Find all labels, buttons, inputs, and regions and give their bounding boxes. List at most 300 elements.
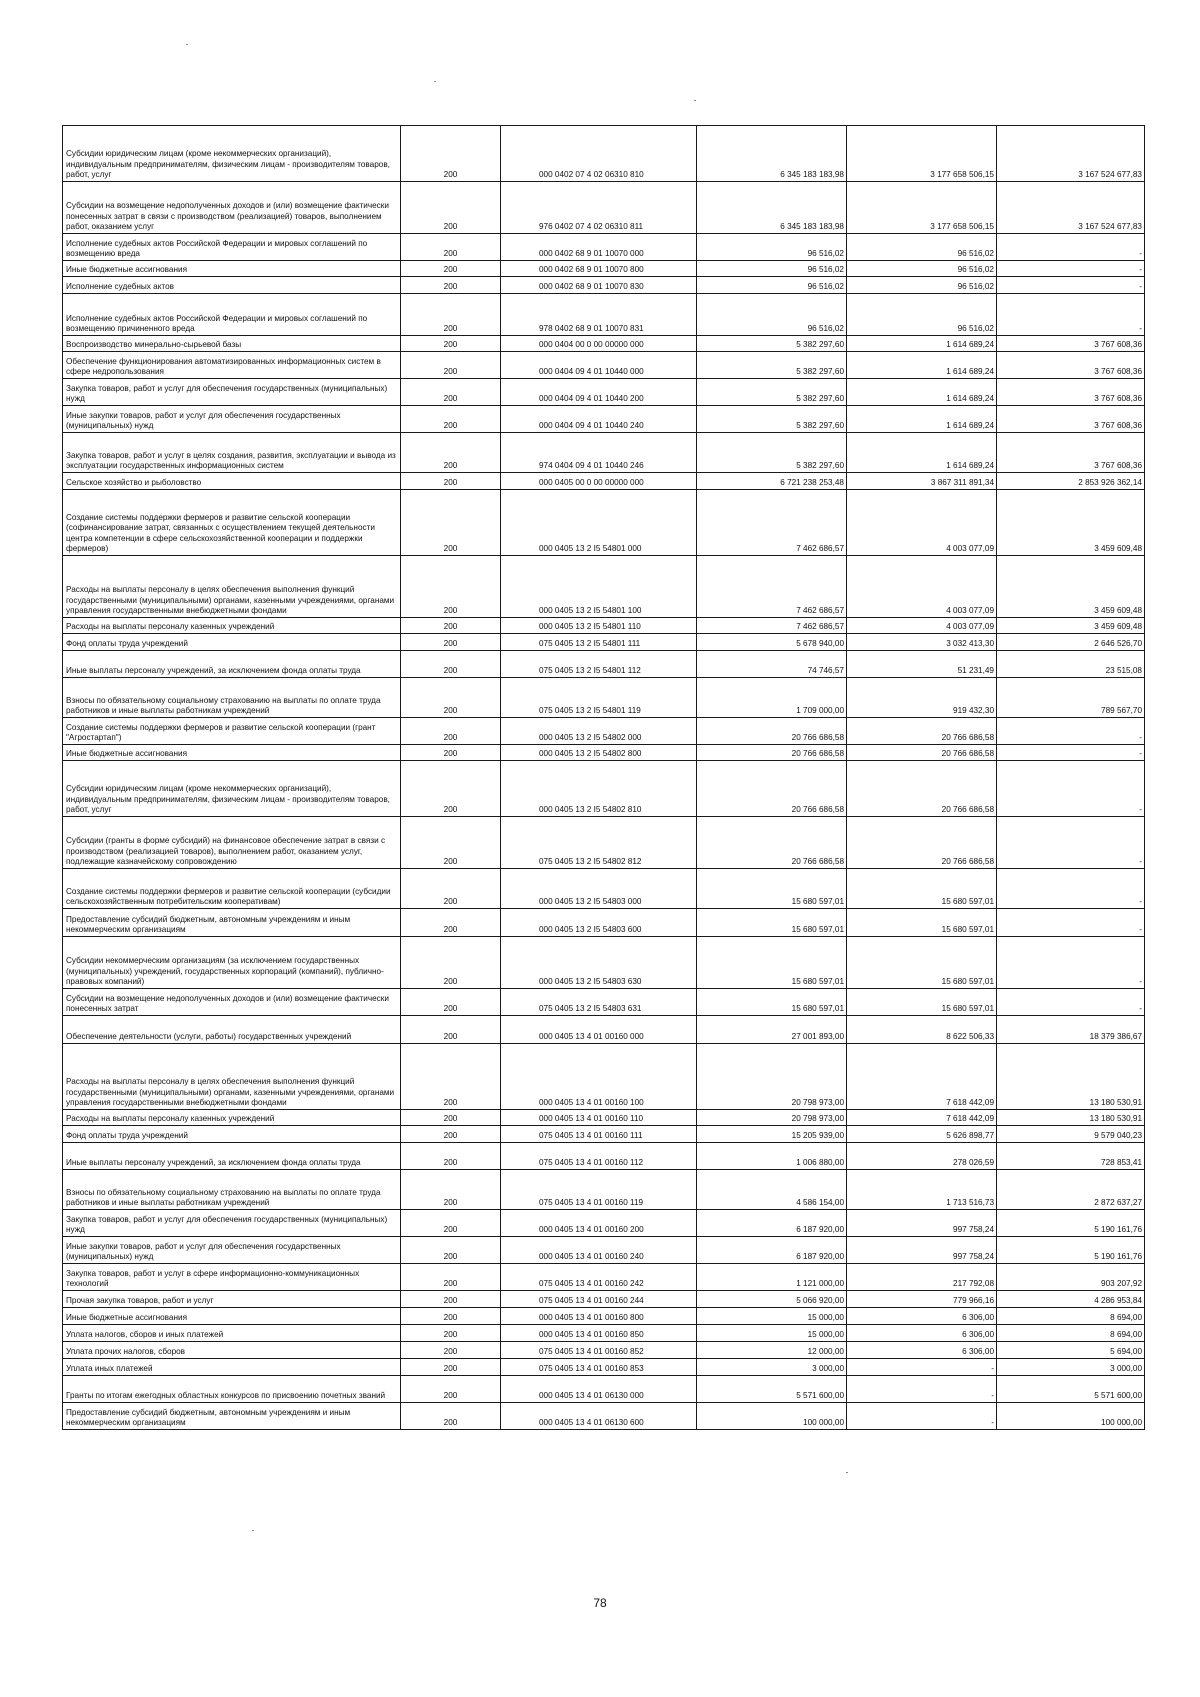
row-kbk: 075 0405 13 4 01 00160 242 bbox=[501, 1264, 697, 1291]
row-unexecuted-value: - bbox=[997, 234, 1145, 261]
row-executed-value: 15 680 597,01 bbox=[847, 869, 997, 909]
row-name: Взносы по обязательному социальному страхованию на выплаты по оплате труда работников и иные выплаты работникам учреждений bbox=[63, 678, 401, 718]
row-kbk: 000 0402 68 9 01 10070 000 bbox=[501, 234, 697, 261]
row-code: 200 bbox=[401, 1376, 501, 1403]
table-row bbox=[63, 1403, 1145, 1430]
row-unexecuted-value: 9 579 040,23 bbox=[997, 1126, 1145, 1143]
row-name: Расходы на выплаты персоналу казенных учреждений bbox=[63, 1110, 401, 1126]
row-executed-value: 278 026,59 bbox=[847, 1143, 997, 1170]
row-unexecuted-value: 3 767 608,36 bbox=[997, 433, 1145, 473]
row-name: Иные выплаты персоналу учреждений, за исключением фонда оплаты труда bbox=[63, 1143, 401, 1170]
row-approved-value: 5 382 297,60 bbox=[697, 433, 847, 473]
row-name: Исполнение судебных актов Российской Федерации и мировых соглашений по возмещению вреда bbox=[63, 234, 401, 261]
row-kbk: 000 0402 07 4 02 06310 810 bbox=[501, 126, 697, 182]
row-approved-value: 5 571 600,00 bbox=[697, 1376, 847, 1403]
row-code: 200 bbox=[401, 294, 501, 336]
row-approved-value: 7 462 686,57 bbox=[697, 490, 847, 556]
row-unexecuted-value: - bbox=[997, 817, 1145, 869]
row-executed-value: 96 516,02 bbox=[847, 234, 997, 261]
row-name: Фонд оплаты труда учреждений bbox=[63, 634, 401, 651]
row-code: 200 bbox=[401, 1110, 501, 1126]
row-executed-value: 7 618 442,09 bbox=[847, 1110, 997, 1126]
row-kbk: 000 0405 13 4 01 06130 600 bbox=[501, 1403, 697, 1430]
row-approved-value: 6 187 920,00 bbox=[697, 1237, 847, 1264]
row-approved-value: 5 066 920,00 bbox=[697, 1291, 847, 1308]
row-code: 200 bbox=[401, 261, 501, 277]
table-row bbox=[63, 869, 1145, 909]
row-code: 200 bbox=[401, 761, 501, 817]
scan-speck bbox=[694, 100, 696, 101]
row-approved-value: 20 798 973,00 bbox=[697, 1044, 847, 1110]
row-code: 200 bbox=[401, 1308, 501, 1325]
row-approved-value: 74 746,57 bbox=[697, 651, 847, 678]
row-unexecuted-value: 8 694,00 bbox=[997, 1325, 1145, 1342]
row-code: 200 bbox=[401, 651, 501, 678]
scan-speck bbox=[434, 81, 436, 82]
row-unexecuted-value: - bbox=[997, 261, 1145, 277]
table-row bbox=[63, 1291, 1145, 1308]
row-code: 200 bbox=[401, 379, 501, 406]
row-name: Предоставление субсидий бюджетным, автономным учреждениям и иным некоммерческим организациям bbox=[63, 909, 401, 937]
row-executed-value: 96 516,02 bbox=[847, 261, 997, 277]
row-approved-value: 20 766 686,58 bbox=[697, 718, 847, 745]
row-code: 200 bbox=[401, 1170, 501, 1210]
row-unexecuted-value: 2 853 926 362,14 bbox=[997, 473, 1145, 490]
row-unexecuted-value: 3 767 608,36 bbox=[997, 379, 1145, 406]
row-unexecuted-value: 8 694,00 bbox=[997, 1308, 1145, 1325]
row-executed-value: 20 766 686,58 bbox=[847, 718, 997, 745]
row-kbk: 000 0405 13 4 01 00160 000 bbox=[501, 1016, 697, 1044]
row-kbk: 075 0405 13 2 I5 54802 812 bbox=[501, 817, 697, 869]
table-row bbox=[63, 1110, 1145, 1126]
row-approved-value: 1 006 880,00 bbox=[697, 1143, 847, 1170]
row-executed-value: 7 618 442,09 bbox=[847, 1044, 997, 1110]
row-name: Предоставление субсидий бюджетным, автономным учреждениям и иным некоммерческим организациям bbox=[63, 1403, 401, 1430]
row-kbk: 000 0404 09 4 01 10440 240 bbox=[501, 406, 697, 433]
budget-execution-table bbox=[62, 125, 1145, 1430]
row-executed-value: 1 614 689,24 bbox=[847, 406, 997, 433]
row-unexecuted-value: 3 000,00 bbox=[997, 1359, 1145, 1376]
row-name: Создание системы поддержки фермеров и развитие сельской кооперации (софинансирование затрат, связанных с осуществлением текущей деятельности центра компетенции в сфере сельскохозяйственной кооперации и поддержки фермеров) bbox=[63, 490, 401, 556]
row-executed-value: - bbox=[847, 1403, 997, 1430]
table-row bbox=[63, 352, 1145, 379]
row-executed-value: 4 003 077,09 bbox=[847, 618, 997, 634]
row-unexecuted-value: - bbox=[997, 869, 1145, 909]
row-kbk: 000 0405 00 0 00 00000 000 bbox=[501, 473, 697, 490]
row-name: Субсидии юридическим лицам (кроме некоммерческих организаций), индивидуальным предпринимателям, физическим лицам - производителям товаров, работ, услуг bbox=[63, 126, 401, 182]
row-unexecuted-value: 3 767 608,36 bbox=[997, 406, 1145, 433]
row-approved-value: 7 462 686,57 bbox=[697, 618, 847, 634]
row-name: Расходы на выплаты персоналу казенных учреждений bbox=[63, 618, 401, 634]
table-row bbox=[63, 294, 1145, 336]
row-code: 200 bbox=[401, 556, 501, 618]
row-name: Исполнение судебных актов bbox=[63, 277, 401, 294]
row-code: 200 bbox=[401, 1325, 501, 1342]
row-unexecuted-value: - bbox=[997, 745, 1145, 761]
row-code: 200 bbox=[401, 678, 501, 718]
row-unexecuted-value: 903 207,92 bbox=[997, 1264, 1145, 1291]
row-executed-value: 217 792,08 bbox=[847, 1264, 997, 1291]
row-code: 200 bbox=[401, 406, 501, 433]
row-approved-value: 4 586 154,00 bbox=[697, 1170, 847, 1210]
row-kbk: 075 0405 13 4 01 00160 119 bbox=[501, 1170, 697, 1210]
budget-table-sheet bbox=[62, 125, 1144, 1430]
row-kbk: 000 0405 13 2 I5 54801 000 bbox=[501, 490, 697, 556]
row-code: 200 bbox=[401, 352, 501, 379]
table-row bbox=[63, 1376, 1145, 1403]
row-unexecuted-value: 4 286 953,84 bbox=[997, 1291, 1145, 1308]
scan-speck bbox=[252, 1530, 254, 1531]
row-code: 200 bbox=[401, 234, 501, 261]
table-row bbox=[63, 1170, 1145, 1210]
row-kbk: 000 0405 13 2 I5 54802 800 bbox=[501, 745, 697, 761]
row-executed-value: - bbox=[847, 1376, 997, 1403]
row-approved-value: 15 000,00 bbox=[697, 1325, 847, 1342]
row-name: Прочая закупка товаров, работ и услуг bbox=[63, 1291, 401, 1308]
row-kbk: 000 0405 13 4 01 00160 850 bbox=[501, 1325, 697, 1342]
row-code: 200 bbox=[401, 989, 501, 1016]
row-executed-value: 4 003 077,09 bbox=[847, 556, 997, 618]
table-row bbox=[63, 1126, 1145, 1143]
row-unexecuted-value: - bbox=[997, 294, 1145, 336]
row-executed-value: 15 680 597,01 bbox=[847, 989, 997, 1016]
row-kbk: 000 0404 09 4 01 10440 000 bbox=[501, 352, 697, 379]
table-row bbox=[63, 277, 1145, 294]
row-unexecuted-value: 23 515,08 bbox=[997, 651, 1145, 678]
row-kbk: 000 0405 13 2 I5 54801 110 bbox=[501, 618, 697, 634]
row-executed-value: 4 003 077,09 bbox=[847, 490, 997, 556]
row-approved-value: 5 382 297,60 bbox=[697, 406, 847, 433]
row-name: Гранты по итогам ежегодных областных конкурсов по присвоению почетных званий bbox=[63, 1376, 401, 1403]
row-approved-value: 20 766 686,58 bbox=[697, 745, 847, 761]
row-unexecuted-value: - bbox=[997, 718, 1145, 745]
table-row bbox=[63, 126, 1145, 182]
row-code: 200 bbox=[401, 1044, 501, 1110]
row-executed-value: 997 758,24 bbox=[847, 1210, 997, 1237]
row-kbk: 075 0405 13 2 I5 54801 111 bbox=[501, 634, 697, 651]
row-name: Субсидии юридическим лицам (кроме некоммерческих организаций), индивидуальным предпринимателям, физическим лицам - производителям товаров, работ, услуг bbox=[63, 761, 401, 817]
row-unexecuted-value: 3 167 524 677,83 bbox=[997, 182, 1145, 234]
row-kbk: 075 0405 13 4 01 00160 852 bbox=[501, 1342, 697, 1359]
row-unexecuted-value: 3 767 608,36 bbox=[997, 352, 1145, 379]
row-name: Уплата налогов, сборов и иных платежей bbox=[63, 1325, 401, 1342]
row-executed-value: 6 306,00 bbox=[847, 1325, 997, 1342]
row-name: Субсидии некоммерческим организациям (за исключением государственных (муниципальных) учреждений, государственных корпораций (компаний), публично-правовых компаний) bbox=[63, 937, 401, 989]
row-name: Закупка товаров, работ и услуг для обеспечения государственных (муниципальных) нужд bbox=[63, 1210, 401, 1237]
row-kbk: 974 0404 09 4 01 10440 246 bbox=[501, 433, 697, 473]
row-unexecuted-value: 3 767 608,36 bbox=[997, 336, 1145, 352]
row-kbk: 000 0405 13 2 I5 54802 810 bbox=[501, 761, 697, 817]
row-code: 200 bbox=[401, 1210, 501, 1237]
row-name: Расходы на выплаты персоналу в целях обеспечения выполнения функций государственными (муниципальными) органами, казенными учреждениями, органами управления государственными внебюджетными фондами bbox=[63, 556, 401, 618]
row-unexecuted-value: 2 872 637,27 bbox=[997, 1170, 1145, 1210]
row-executed-value: 3 867 311 891,34 bbox=[847, 473, 997, 490]
row-executed-value: 1 614 689,24 bbox=[847, 379, 997, 406]
row-name: Уплата прочих налогов, сборов bbox=[63, 1342, 401, 1359]
table-row bbox=[63, 261, 1145, 277]
row-name: Иные выплаты персоналу учреждений, за исключением фонда оплаты труда bbox=[63, 651, 401, 678]
row-code: 200 bbox=[401, 1016, 501, 1044]
row-kbk: 000 0405 13 2 I5 54803 630 bbox=[501, 937, 697, 989]
row-kbk: 000 0405 13 4 01 00160 100 bbox=[501, 1044, 697, 1110]
table-row bbox=[63, 1044, 1145, 1110]
row-executed-value: 20 766 686,58 bbox=[847, 817, 997, 869]
page-number: 78 bbox=[593, 1596, 607, 1610]
row-code: 200 bbox=[401, 909, 501, 937]
row-kbk: 000 0405 13 2 I5 54801 100 bbox=[501, 556, 697, 618]
row-unexecuted-value: 3 167 524 677,83 bbox=[997, 126, 1145, 182]
row-name: Иные бюджетные ассигнования bbox=[63, 1308, 401, 1325]
row-unexecuted-value: 789 567,70 bbox=[997, 678, 1145, 718]
row-approved-value: 96 516,02 bbox=[697, 294, 847, 336]
row-approved-value: 96 516,02 bbox=[697, 261, 847, 277]
row-approved-value: 15 680 597,01 bbox=[697, 989, 847, 1016]
row-kbk: 000 0405 13 4 01 00160 800 bbox=[501, 1308, 697, 1325]
row-kbk: 000 0404 09 4 01 10440 200 bbox=[501, 379, 697, 406]
row-executed-value: 6 306,00 bbox=[847, 1308, 997, 1325]
row-name: Иные бюджетные ассигнования bbox=[63, 261, 401, 277]
row-kbk: 000 0404 00 0 00 00000 000 bbox=[501, 336, 697, 352]
row-unexecuted-value: 5 571 600,00 bbox=[997, 1376, 1145, 1403]
row-code: 200 bbox=[401, 473, 501, 490]
row-code: 200 bbox=[401, 1126, 501, 1143]
row-executed-value: 15 680 597,01 bbox=[847, 909, 997, 937]
row-unexecuted-value: - bbox=[997, 761, 1145, 817]
row-kbk: 075 0405 13 4 01 00160 111 bbox=[501, 1126, 697, 1143]
row-code: 200 bbox=[401, 1264, 501, 1291]
row-approved-value: 1 709 000,00 bbox=[697, 678, 847, 718]
row-code: 200 bbox=[401, 1237, 501, 1264]
table-row bbox=[63, 1016, 1145, 1044]
row-kbk: 000 0405 13 2 I5 54803 600 bbox=[501, 909, 697, 937]
row-unexecuted-value: 13 180 530,91 bbox=[997, 1044, 1145, 1110]
row-kbk: 075 0405 13 2 I5 54801 119 bbox=[501, 678, 697, 718]
row-code: 200 bbox=[401, 336, 501, 352]
table-row bbox=[63, 1264, 1145, 1291]
row-code: 200 bbox=[401, 1403, 501, 1430]
row-name: Создание системы поддержки фермеров и развитие сельской кооперации (грант "Агростартап") bbox=[63, 718, 401, 745]
row-executed-value: 20 766 686,58 bbox=[847, 761, 997, 817]
table-row bbox=[63, 1308, 1145, 1325]
row-unexecuted-value: 5 190 161,76 bbox=[997, 1210, 1145, 1237]
row-approved-value: 3 000,00 bbox=[697, 1359, 847, 1376]
row-unexecuted-value: 100 000,00 bbox=[997, 1403, 1145, 1430]
row-name: Создание системы поддержки фермеров и развитие сельской кооперации (субсидии сельскохозяйственным потребительским кооперативам) bbox=[63, 869, 401, 909]
table-row bbox=[63, 556, 1145, 618]
row-code: 200 bbox=[401, 937, 501, 989]
row-executed-value: 779 966,16 bbox=[847, 1291, 997, 1308]
table-row bbox=[63, 817, 1145, 869]
row-approved-value: 15 680 597,01 bbox=[697, 869, 847, 909]
table-row bbox=[63, 182, 1145, 234]
row-approved-value: 12 000,00 bbox=[697, 1342, 847, 1359]
row-executed-value: 919 432,30 bbox=[847, 678, 997, 718]
row-unexecuted-value: 5 190 161,76 bbox=[997, 1237, 1145, 1264]
row-executed-value: 6 306,00 bbox=[847, 1342, 997, 1359]
row-code: 200 bbox=[401, 634, 501, 651]
row-name: Обеспечение функционирования автоматизированных информационных систем в сфере недропользования bbox=[63, 352, 401, 379]
row-code: 200 bbox=[401, 745, 501, 761]
table-row bbox=[63, 234, 1145, 261]
row-code: 200 bbox=[401, 718, 501, 745]
table-row bbox=[63, 433, 1145, 473]
table-row bbox=[63, 1210, 1145, 1237]
row-kbk: 075 0405 13 4 01 00160 244 bbox=[501, 1291, 697, 1308]
row-name: Закупка товаров, работ и услуг в целях создания, развития, эксплуатации и вывода из эксплуатации государственных информационных систем bbox=[63, 433, 401, 473]
row-kbk: 000 0405 13 2 I5 54803 000 bbox=[501, 869, 697, 909]
row-approved-value: 6 721 238 253,48 bbox=[697, 473, 847, 490]
table-row bbox=[63, 406, 1145, 433]
row-name: Взносы по обязательному социальному страхованию на выплаты по оплате труда работников и иные выплаты работникам учреждений bbox=[63, 1170, 401, 1210]
table-row bbox=[63, 1359, 1145, 1376]
row-name: Уплата иных платежей bbox=[63, 1359, 401, 1376]
row-approved-value: 96 516,02 bbox=[697, 277, 847, 294]
row-name: Расходы на выплаты персоналу в целях обеспечения выполнения функций государственными (муниципальными) органами, казенными учреждениями, органами управления государственными внебюджетными фондами bbox=[63, 1044, 401, 1110]
row-kbk: 075 0405 13 2 I5 54803 631 bbox=[501, 989, 697, 1016]
row-kbk: 978 0402 68 9 01 10070 831 bbox=[501, 294, 697, 336]
row-kbk: 000 0405 13 4 01 06130 000 bbox=[501, 1376, 697, 1403]
table-row bbox=[63, 745, 1145, 761]
row-approved-value: 27 001 893,00 bbox=[697, 1016, 847, 1044]
row-name: Закупка товаров, работ и услуг в сфере информационно-коммуникационных технологий bbox=[63, 1264, 401, 1291]
row-unexecuted-value: - bbox=[997, 937, 1145, 989]
row-executed-value: 1 713 516,73 bbox=[847, 1170, 997, 1210]
row-approved-value: 15 680 597,01 bbox=[697, 937, 847, 989]
row-name: Субсидии на возмещение недополученных доходов и (или) возмещение фактически понесенных затрат в связи с производством (реализацией) товаров, выполнением работ, оказанием услуг bbox=[63, 182, 401, 234]
row-code: 200 bbox=[401, 433, 501, 473]
table-row bbox=[63, 761, 1145, 817]
row-unexecuted-value: 3 459 609,48 bbox=[997, 490, 1145, 556]
row-approved-value: 15 680 597,01 bbox=[697, 909, 847, 937]
row-kbk: 000 0405 13 4 01 00160 110 bbox=[501, 1110, 697, 1126]
row-code: 200 bbox=[401, 1359, 501, 1376]
table-row bbox=[63, 379, 1145, 406]
row-approved-value: 20 766 686,58 bbox=[697, 761, 847, 817]
table-row bbox=[63, 618, 1145, 634]
row-kbk: 000 0405 13 2 I5 54802 000 bbox=[501, 718, 697, 745]
scan-speck bbox=[186, 44, 188, 45]
row-code: 200 bbox=[401, 869, 501, 909]
row-name: Воспроизводство минерально-сырьевой базы bbox=[63, 336, 401, 352]
row-executed-value: 1 614 689,24 bbox=[847, 336, 997, 352]
row-kbk: 000 0405 13 4 01 00160 200 bbox=[501, 1210, 697, 1237]
row-name: Иные закупки товаров, работ и услуг для обеспечения государственных (муниципальных) нужд bbox=[63, 1237, 401, 1264]
row-unexecuted-value: 3 459 609,48 bbox=[997, 618, 1145, 634]
row-approved-value: 100 000,00 bbox=[697, 1403, 847, 1430]
row-approved-value: 5 382 297,60 bbox=[697, 336, 847, 352]
row-unexecuted-value: 18 379 386,67 bbox=[997, 1016, 1145, 1044]
table-row bbox=[63, 989, 1145, 1016]
table-row bbox=[63, 651, 1145, 678]
row-executed-value: 15 680 597,01 bbox=[847, 937, 997, 989]
row-unexecuted-value: 5 694,00 bbox=[997, 1342, 1145, 1359]
row-unexecuted-value: - bbox=[997, 989, 1145, 1016]
row-kbk: 075 0405 13 2 I5 54801 112 bbox=[501, 651, 697, 678]
table-row bbox=[63, 718, 1145, 745]
row-code: 200 bbox=[401, 1342, 501, 1359]
row-executed-value: 96 516,02 bbox=[847, 277, 997, 294]
row-executed-value: 96 516,02 bbox=[847, 294, 997, 336]
row-executed-value: 51 231,49 bbox=[847, 651, 997, 678]
scan-speck bbox=[846, 1472, 848, 1473]
row-code: 200 bbox=[401, 126, 501, 182]
row-unexecuted-value: 2 646 526,70 bbox=[997, 634, 1145, 651]
row-name: Обеспечение деятельности (услуги, работы) государственных учреждений bbox=[63, 1016, 401, 1044]
table-row bbox=[63, 490, 1145, 556]
table-body bbox=[63, 126, 1145, 1430]
row-approved-value: 15 000,00 bbox=[697, 1308, 847, 1325]
row-name: Иные закупки товаров, работ и услуг для обеспечения государственных (муниципальных) нужд bbox=[63, 406, 401, 433]
row-approved-value: 5 382 297,60 bbox=[697, 379, 847, 406]
row-executed-value: 3 177 658 506,15 bbox=[847, 182, 997, 234]
row-approved-value: 96 516,02 bbox=[697, 234, 847, 261]
row-code: 200 bbox=[401, 1143, 501, 1170]
row-kbk: 976 0402 07 4 02 06310 811 bbox=[501, 182, 697, 234]
row-approved-value: 20 798 973,00 bbox=[697, 1110, 847, 1126]
table-row bbox=[63, 336, 1145, 352]
row-approved-value: 6 345 183 183,98 bbox=[697, 182, 847, 234]
row-executed-value: 8 622 506,33 bbox=[847, 1016, 997, 1044]
row-unexecuted-value: 728 853,41 bbox=[997, 1143, 1145, 1170]
row-approved-value: 15 205 939,00 bbox=[697, 1126, 847, 1143]
row-executed-value: 997 758,24 bbox=[847, 1237, 997, 1264]
row-code: 200 bbox=[401, 277, 501, 294]
row-name: Исполнение судебных актов Российской Федерации и мировых соглашений по возмещению причиненного вреда bbox=[63, 294, 401, 336]
row-approved-value: 5 678 940,00 bbox=[697, 634, 847, 651]
row-code: 200 bbox=[401, 817, 501, 869]
row-executed-value: 20 766 686,58 bbox=[847, 745, 997, 761]
table-row bbox=[63, 1143, 1145, 1170]
row-kbk: 075 0405 13 4 01 00160 853 bbox=[501, 1359, 697, 1376]
row-kbk: 075 0405 13 4 01 00160 112 bbox=[501, 1143, 697, 1170]
row-unexecuted-value: 3 459 609,48 bbox=[997, 556, 1145, 618]
row-executed-value: 5 626 898,77 bbox=[847, 1126, 997, 1143]
table-row bbox=[63, 634, 1145, 651]
row-name: Иные бюджетные ассигнования bbox=[63, 745, 401, 761]
row-name: Закупка товаров, работ и услуг для обеспечения государственных (муниципальных) нужд bbox=[63, 379, 401, 406]
row-code: 200 bbox=[401, 618, 501, 634]
row-unexecuted-value: 13 180 530,91 bbox=[997, 1110, 1145, 1126]
row-executed-value: 3 177 658 506,15 bbox=[847, 126, 997, 182]
table-row bbox=[63, 473, 1145, 490]
row-kbk: 000 0405 13 4 01 00160 240 bbox=[501, 1237, 697, 1264]
table-row bbox=[63, 1237, 1145, 1264]
row-name: Сельское хозяйство и рыболовство bbox=[63, 473, 401, 490]
row-approved-value: 20 766 686,58 bbox=[697, 817, 847, 869]
table-row bbox=[63, 1342, 1145, 1359]
row-approved-value: 1 121 000,00 bbox=[697, 1264, 847, 1291]
row-code: 200 bbox=[401, 182, 501, 234]
row-unexecuted-value: - bbox=[997, 277, 1145, 294]
table-row bbox=[63, 937, 1145, 989]
row-approved-value: 5 382 297,60 bbox=[697, 352, 847, 379]
row-executed-value: - bbox=[847, 1359, 997, 1376]
row-approved-value: 6 345 183 183,98 bbox=[697, 126, 847, 182]
row-executed-value: 1 614 689,24 bbox=[847, 433, 997, 473]
table-row bbox=[63, 909, 1145, 937]
table-row bbox=[63, 678, 1145, 718]
row-approved-value: 7 462 686,57 bbox=[697, 556, 847, 618]
row-name: Субсидии на возмещение недополученных доходов и (или) возмещение фактически понесенных затрат bbox=[63, 989, 401, 1016]
row-kbk: 000 0402 68 9 01 10070 800 bbox=[501, 261, 697, 277]
row-unexecuted-value: - bbox=[997, 909, 1145, 937]
row-approved-value: 6 187 920,00 bbox=[697, 1210, 847, 1237]
row-kbk: 000 0402 68 9 01 10070 830 bbox=[501, 277, 697, 294]
row-executed-value: 1 614 689,24 bbox=[847, 352, 997, 379]
row-name: Фонд оплаты труда учреждений bbox=[63, 1126, 401, 1143]
table-row bbox=[63, 1325, 1145, 1342]
row-executed-value: 3 032 413,30 bbox=[847, 634, 997, 651]
